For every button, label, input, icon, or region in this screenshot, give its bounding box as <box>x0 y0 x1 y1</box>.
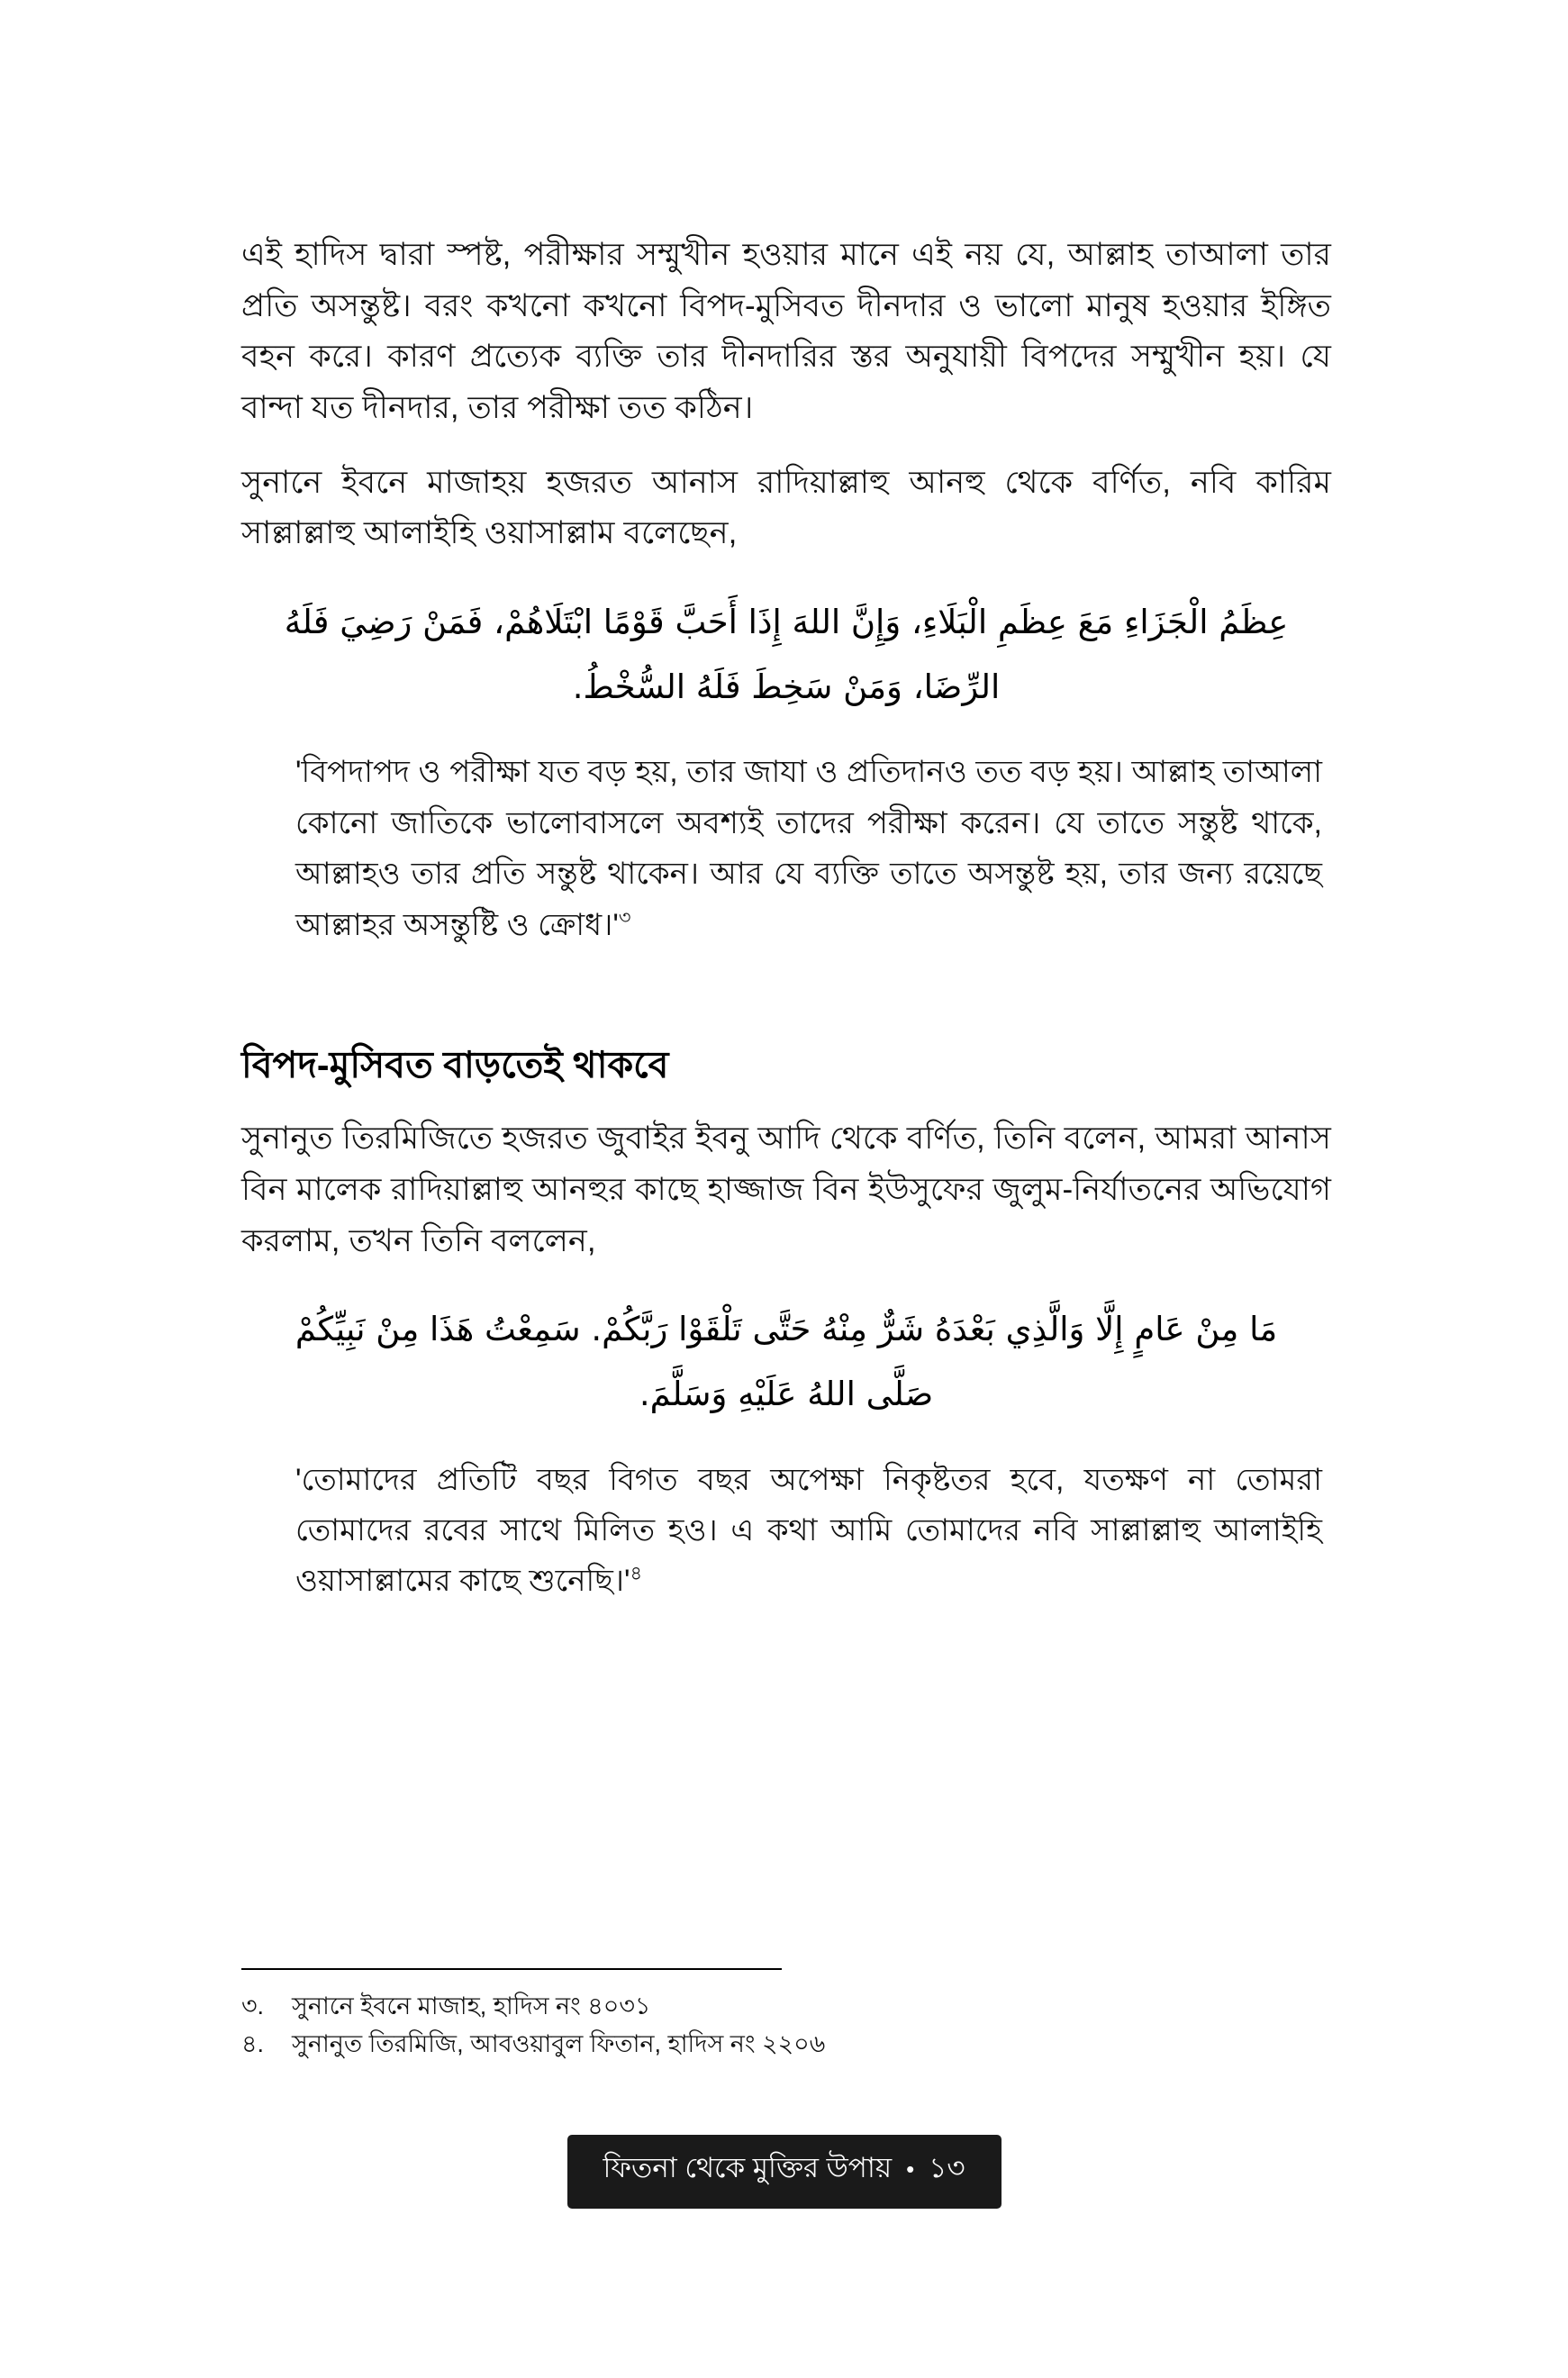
footnote-text: সুনানুত তিরমিজি, আবওয়াবুল ফিতান, হাদিস নং ২২০৬ <box>292 2029 826 2057</box>
page-footer <box>0 2135 1568 2209</box>
footnote-number: ৩. <box>241 1992 265 2019</box>
paragraph-3: সুনানুত তিরমিজিতে হজরত জুবাইর ইবনু আদি থেকে বর্ণিত, তিনি বলেন, আমরা আনাস বিন মালেক রাদিয়াল্লাহু আনহুর কাছে হাজ্জাজ বিন ইউসুফের জুলুম-নির্যাতনের অভিযোগ করলাম, তখন তিনি বললেন, <box>241 1121 1331 1258</box>
arabic-hadith-2: مَا مِنْ عَامٍ إِلَّا وَالَّذِي بَعْدَهُ شَرٌّ مِنْهُ حَتَّى تَلْقَوْا رَبَّكُمْ. سَمِعْتُ هَذَا مِنْ نَبِيِّكُمْ صَلَّى اللهُ عَلَيْهِ وَسَلَّمَ. <box>295 1310 1278 1414</box>
translation-2-text: 'তোমাদের প্রতিটি বছর বিগত বছর অপেক্ষা নিকৃষ্টতর হবে, যতক্ষণ না তোমরা তোমাদের রবের সাথে মিলিত হও। এ কথা আমি তোমাদের নবি সাল্লাল্লাহু আলাইহি ওয়াসাল্লামের কাছে শুনেছি।' <box>295 1462 1322 1599</box>
footer-book-title: ফিতনা থেকে মুক্তির উপায় <box>603 2152 893 2183</box>
paragraph-1: এই হাদিস দ্বারা স্পষ্ট, পরীক্ষার সম্মুখীন হওয়ার মানে এই নয় যে, আল্লাহ তাআলা তার প্রতি অসন্তুষ্ট। বরং কখনো কখনো বিপদ-মুসিবত দীনদার ও ভালো মানুষ হওয়ার ইঙ্গিত বহন করে। কারণ প্রত্যেক ব্যক্তি তার দীনদারির স্তর অনুযায়ী বিপদের সম্মুখীন হয়। যে বান্দা যত দীনদার, তার পরীক্ষা তত কঠিন। <box>241 237 1331 426</box>
footnote-item <box>241 2026 1331 2064</box>
footnote-divider <box>241 1968 782 1970</box>
footnote-number: ৪. <box>241 2029 265 2057</box>
footnote-text: সুনানে ইবনে মাজাহ, হাদিস নং ৪০৩১ <box>292 1992 651 2019</box>
section-heading: বিপদ-মুসিবত বাড়তেই থাকবে <box>241 1044 669 1086</box>
page-number: ১৩ <box>929 2152 965 2183</box>
footnote-marker-4: ৪ <box>630 1564 643 1585</box>
footnote-item <box>241 1988 1331 2026</box>
arabic-hadith-1: عِظَمُ الْجَزَاءِ مَعَ عِظَمِ الْبَلَاءِ، وَإِنَّ اللهَ إِذَا أَحَبَّ قَوْمًا ابْتَلَاهُمْ، فَمَنْ رَضِيَ فَلَهُ الرِّضَا، وَمَنْ سَخِطَ فَلَهُ السُّخْطُ. <box>284 603 1289 707</box>
footnote-section <box>241 1968 1331 2064</box>
translation-2 <box>295 1455 1322 1607</box>
page-content <box>241 230 1331 1607</box>
translation-1-text: 'বিপদাপদ ও পরীক্ষা যত বড় হয়, তার জাযা ও প্রতিদানও তত বড় হয়। আল্লাহ তাআলা কোনো জাতিকে ভালোবাসলে অবশ্যই তাদের পরীক্ষা করেন। যে তাতে সন্তুষ্ট থাকে, আল্লাহও তার প্রতি সন্তুষ্ট থাকেন। আর যে ব্যক্তি তাতে অসন্তুষ্ট হয়, তার জন্য রয়েছে আল্লাহর অসন্তুষ্টি ও ক্রোধ।' <box>295 755 1322 942</box>
footer-separator-dot: • <box>906 2156 915 2183</box>
footnote-marker-3: ৩ <box>618 907 631 929</box>
translation-1 <box>295 747 1322 950</box>
footer-badge <box>567 2135 1002 2209</box>
paragraph-2: সুনানে ইবনে মাজাহয় হজরত আনাস রাদিয়াল্লাহু আনহু থেকে বর্ণিত, নবি কারিম সাল্লাল্লাহু আলাইহি ওয়াসাল্লাম বলেছেন, <box>241 464 1331 551</box>
